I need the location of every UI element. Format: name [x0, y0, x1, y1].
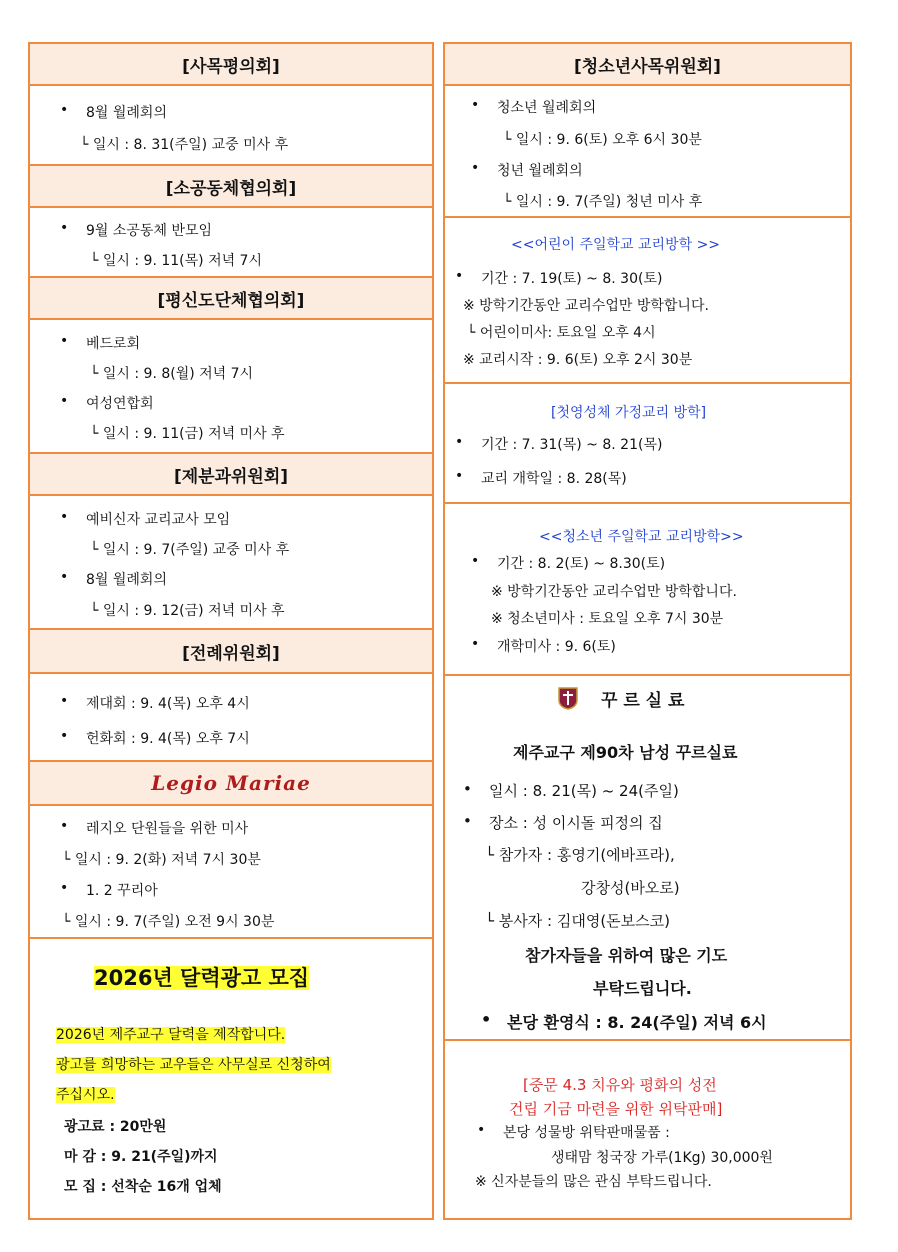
kids-divider — [445, 216, 850, 218]
teen-period: • 기간 : 8. 2(토) ~ 8.30(토) — [497, 553, 665, 573]
jebun-item-1: • 예비신자 교리교사 모임 — [86, 509, 230, 529]
cursillo-divider — [445, 674, 850, 676]
kids-mass: └ 어린이미사: 토요일 오후 4시 — [467, 325, 656, 341]
kids-start: ※ 교리시작 : 9. 6(토) 오후 2시 30분 — [463, 352, 693, 368]
kids-title: <<어린이 주일학교 교리방학 >> — [511, 237, 721, 253]
pyeongsin-item-2-detail: └ 일시 : 9. 11(금) 저녁 미사 후 — [90, 426, 285, 442]
calendar-line-3: 주십시오. — [56, 1087, 115, 1103]
communion-reopen: • 교리 개학일 : 8. 28(목) — [481, 468, 627, 488]
teen-title: <<청소년 주일학교 교리방학>> — [539, 529, 744, 545]
kids-period: • 기간 : 7. 19(토) ~ 8. 30(토) — [481, 268, 662, 288]
jebun-title: [제분과위원회] — [173, 466, 289, 487]
youth-item-1: • 청소년 월례회의 — [497, 97, 596, 117]
communion-divider — [445, 382, 850, 384]
teen-reopen: • 개학미사 : 9. 6(토) — [497, 636, 616, 656]
jeollye-item-2: • 헌화회 : 9. 4(목) 오후 7시 — [86, 728, 250, 748]
legio-title: Legio Mariae — [151, 771, 311, 795]
pyeongsin-header — [30, 276, 432, 320]
calendar-deadline: 마 감 : 9. 21(주일)까지 — [64, 1149, 218, 1165]
jeollye-header — [30, 628, 432, 674]
legio-item-2-detail: └ 일시 : 9. 7(주일) 오전 9시 30분 — [62, 914, 275, 930]
teen-mass: ※ 청소년미사 : 토요일 오후 7시 30분 — [491, 611, 724, 627]
youth-item-1-detail: └ 일시 : 9. 6(토) 오후 6시 30분 — [503, 132, 702, 148]
cursillo-emblem-icon — [557, 686, 581, 712]
youth-header — [445, 44, 850, 86]
jebun-item-1-detail: └ 일시 : 9. 7(주일) 교중 미사 후 — [90, 542, 290, 558]
cursillo-welcome: • 본당 환영식 : 8. 24(주일) 저녁 6시 — [507, 1010, 767, 1033]
legio-header — [30, 760, 432, 806]
teen-note-1: ※ 방학기간동안 교리수업만 방학합니다. — [491, 584, 737, 600]
youth-item-2-detail: └ 일시 : 9. 7(주일) 청년 미사 후 — [503, 194, 703, 210]
sogong-item: • 9월 소공동체 반모임 — [86, 220, 212, 240]
jebun-item-2-detail: └ 일시 : 9. 12(금) 저녁 미사 후 — [90, 603, 285, 619]
sogong-item-detail: └ 일시 : 9. 11(목) 저녁 7시 — [90, 253, 262, 269]
communion-title: [첫영성체 가정교리 방학] — [551, 405, 707, 421]
cursillo-prayer-2: 부탁드립니다. — [593, 979, 692, 998]
consign-note: ※ 신자분들의 많은 관심 부탁드립니다. — [475, 1174, 712, 1190]
calendar-line-1: 2026년 제주교구 달력을 제작합니다. — [56, 1027, 286, 1043]
cursillo-prayer-1: 참가자들을 위하여 많은 기도 — [525, 946, 728, 965]
jeollye-item-1: • 제대회 : 9. 4(목) 오후 4시 — [86, 693, 250, 713]
legio-item-1: • 레지오 단원들을 위한 미사 — [86, 818, 248, 838]
jebun-header — [30, 452, 432, 496]
samok-item-detail: └ 일시 : 8. 31(주일) 교중 미사 후 — [80, 137, 289, 153]
sogong-title: [소공동체협의회] — [165, 178, 297, 199]
youth-title: [청소년사목위원회] — [574, 56, 721, 77]
consign-product: 생태맘 청국장 가루(1Kg) 30,000원 — [551, 1150, 773, 1166]
samok-item: • 8월 월례회의 — [86, 102, 167, 122]
cursillo-subtitle: 제주교구 제90차 남성 꾸르실료 — [513, 743, 738, 762]
consign-title-1: [중문 4.3 치유와 평화의 성전 — [523, 1076, 717, 1094]
sogong-header — [30, 164, 432, 208]
consign-title-2: 건립 기금 마련을 위한 위탁판매] — [509, 1100, 723, 1118]
consign-item: • 본당 성물방 위탁판매물품 : — [503, 1122, 670, 1142]
communion-period: • 기간 : 7. 31(목) ~ 8. 21(목) — [481, 434, 662, 454]
teen-divider — [445, 502, 850, 504]
calendar-divider — [30, 937, 432, 939]
pyeongsin-item-1-detail: └ 일시 : 9. 8(월) 저녁 7시 — [90, 366, 254, 382]
right-column — [443, 42, 852, 1220]
kids-note-1: ※ 방학기간동안 교리수업만 방학합니다. — [463, 298, 709, 314]
pyeongsin-title: [평신도단체협의회] — [157, 290, 305, 311]
youth-item-2: • 청년 월례회의 — [497, 160, 583, 180]
legio-item-2: • 1. 2 꾸리아 — [86, 880, 158, 900]
cursillo-participants: └ 참가자 : 홍영기(에바프라), — [485, 846, 675, 864]
jebun-item-2: • 8월 월례회의 — [86, 569, 167, 589]
cursillo-title: 꾸 르 실 료 — [601, 691, 685, 711]
left-column — [28, 42, 434, 1220]
pyeongsin-item-1: • 베드로회 — [86, 333, 140, 353]
calendar-title: 2026년 달력광고 모집 — [94, 966, 310, 990]
pyeongsin-item-2: • 여성연합회 — [86, 393, 154, 413]
cursillo-date: • 일시 : 8. 21(목) ~ 24(주일) — [489, 780, 679, 801]
jeollye-title: [전례위원회] — [182, 643, 280, 664]
samok-header — [30, 44, 432, 86]
consign-divider — [445, 1039, 850, 1041]
cursillo-volunteer: └ 봉사자 : 김대영(돈보스코) — [485, 912, 670, 930]
cursillo-participants-2: 강창성(바오로) — [581, 879, 680, 897]
samok-title: [사목평의회] — [182, 56, 280, 77]
calendar-recruit: 모 집 : 선착순 16개 업체 — [64, 1179, 222, 1195]
cursillo-place: • 장소 : 성 이시돌 피정의 집 — [489, 812, 663, 833]
calendar-line-2: 광고를 희망하는 교우들은 사무실로 신청하여 — [56, 1057, 331, 1073]
calendar-fee: 광고료 : 20만원 — [64, 1119, 167, 1135]
legio-item-1-detail: └ 일시 : 9. 2(화) 저녁 7시 30분 — [62, 852, 261, 868]
